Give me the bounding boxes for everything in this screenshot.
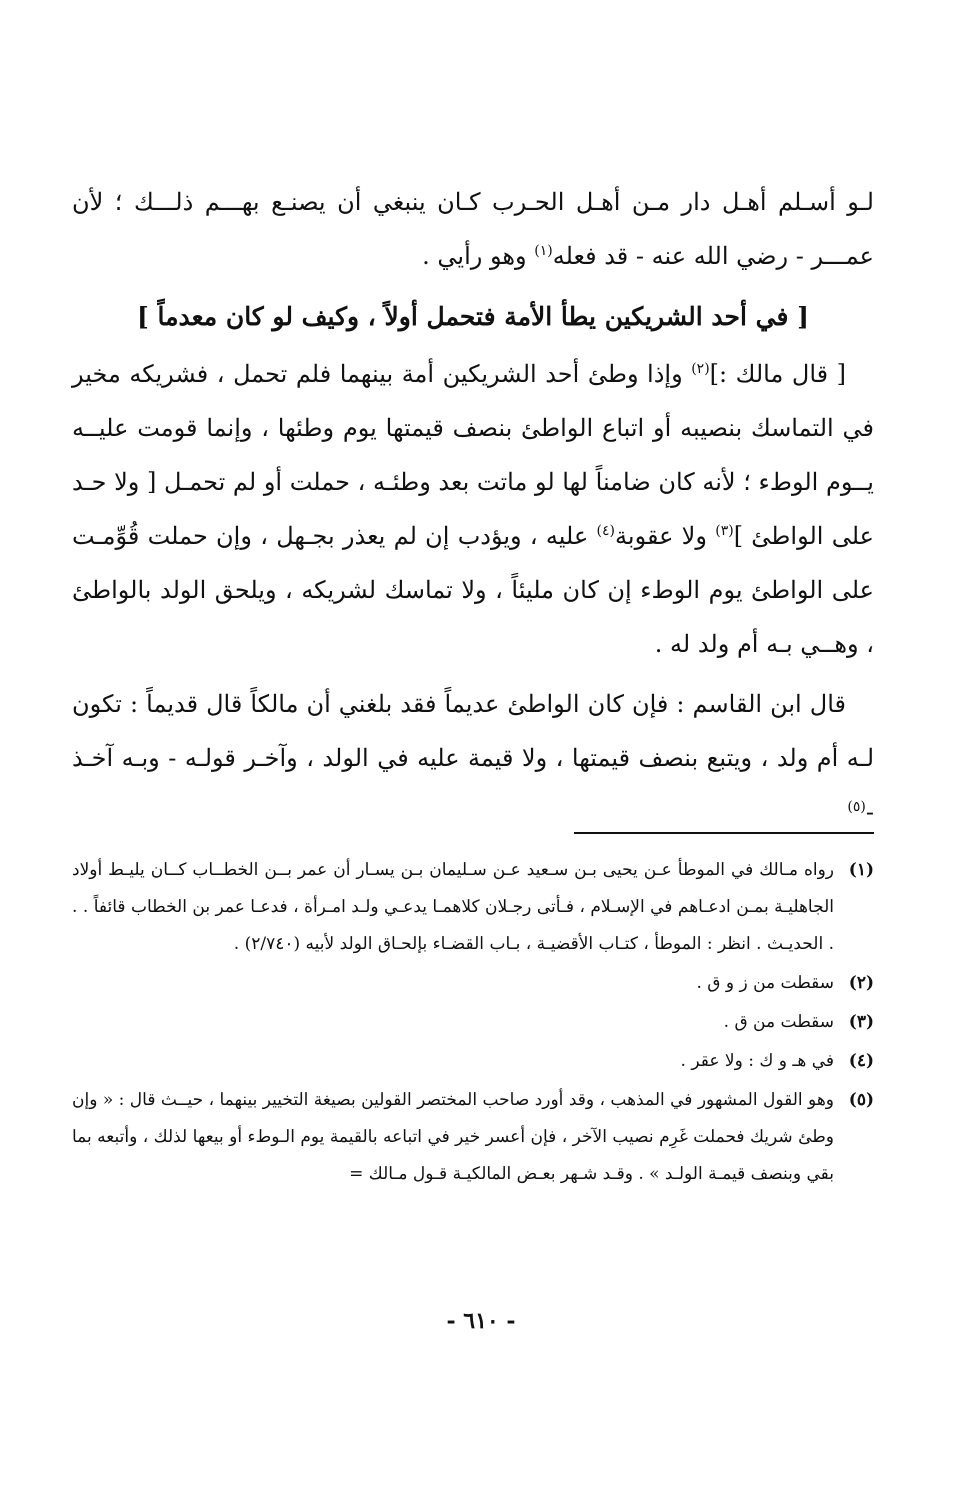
- footnote-4-text: في هـ و ك : ولا عقر .: [680, 1051, 834, 1071]
- page-number: - ٦١٠ -: [446, 1308, 516, 1334]
- footnote-ref-2[interactable]: (٢): [691, 361, 710, 377]
- footnote-3-number: (٣): [848, 1012, 874, 1032]
- footnote-5: [72, 1082, 874, 1193]
- paragraph-1-tail: وهو رأيي .: [422, 242, 535, 270]
- footnote-1: [72, 852, 874, 963]
- footnote-separator: [574, 832, 874, 834]
- footnote-ref-5[interactable]: (٥): [847, 799, 866, 815]
- footnote-4: [72, 1043, 874, 1080]
- footnote-2-number: (٢): [848, 973, 874, 993]
- paragraph-2-mid-1: وإذا وطئ أحد الشريكين أمة بينهما فلم تحمل ، فشريكه مخير في التماسك بنصيبه أو اتباع الواطئ بنصف قيمتها يوم وطئها ، وإنما قومت عليــه يــوم الوطء ؛ لأنه كان ضامناً لها لو ماتت بعد وطئـه ، حملت أو لم تحمـل [ ولا حـد على الواطئ ]: [72, 360, 875, 550]
- footnote-1-text: رواه مـالك في الموطأ عـن يحيى بـن سـعيد عـن سـليمان بـن يسـار أن عمر بــن الخطــاب كــان يليـط أولاد الجاهليـة بمـن ادعـاهم في الإسـلام ، فـأتى رجـلان كلاهمـا يدعـي ولـد امـرأة ، فدعـا عمر بن الخطاب قائفاً . . . الحديـث . انظر : الموطأ ، كتـاب الأقضيـة ، بـاب القضـاء بإلحـاق الولد لأبيه (٢/٧٤٠) .: [72, 860, 834, 954]
- paragraph-2-start: [ قال مالك :]: [709, 360, 846, 388]
- footnote-ref-4[interactable]: (٤): [596, 523, 616, 539]
- paragraph-3: [72, 677, 874, 839]
- section-heading: [ في أحد الشريكين يطأ الأمة فتحمل أولاً ، وكيف لو كان معدماً ]: [137, 302, 809, 331]
- footnote-5-number: (٥): [848, 1090, 874, 1110]
- footnote-3-text: سقطت من ق .: [723, 1012, 834, 1032]
- footnote-ref-1[interactable]: (١): [534, 243, 553, 259]
- paragraph-3-text: قال ابن القاسم : فإن كان الواطئ عديماً فقد بلغني أن مالكاً قال قديماً : تكون لـه أم ولد ، ويتبع بنصف قيمتها ، ولا قيمة عليه في الولد ، وآخـر قولـه - وبـه آخـذ -: [72, 690, 875, 826]
- paragraph-2-mid-2: ولا عقوبة: [615, 522, 716, 550]
- footnote-2-text: سقطت من ز و ق .: [696, 973, 834, 993]
- footnote-1-number: (١): [848, 860, 874, 880]
- footnote-3: [72, 1004, 874, 1041]
- paragraph-2: [72, 347, 874, 671]
- footnotes-section: [72, 852, 874, 1195]
- footnote-2: [72, 965, 874, 1002]
- footnote-5-text: وهو القول المشهور في المذهب ، وقد أورد صاحب المختصر القولين بصيغة التخيير بينهما ، حيــث قال : « وإن وطئ شريك فحملت غَرِم نصيب الآخر ، فإن أعسر خير في اتباعه بالقيمة يوم الـوطء أو بيعها لذلك ، وأتبعه بما بقي وبنصف قيمـة الولـد » . وقـد شـهر بعـض المالكيـة قـول مـالك =: [72, 1090, 834, 1184]
- paragraph-1: [72, 175, 874, 283]
- paragraph-1-text: لـو أسـلم أهـل دار مـن أهـل الحـرب كـان ينبغي أن يصنـع بهـــم ذلـــك ؛ لأن عمـــر - رضي الله عنه - قد فعله: [72, 188, 874, 270]
- footnote-4-number: (٤): [848, 1051, 874, 1071]
- footnote-ref-3[interactable]: (٣): [715, 523, 734, 539]
- main-text: [72, 175, 874, 839]
- paragraph-2-tail: عليه ، ويؤدب إن لم يعذر بجـهل ، وإن حملت قُوِّمـت على الواطئ يوم الوطء إن كان مليئاً ، ولا تماسك لشريكه ، ويلحق الولد بالواطئ ، وهــي بـه أم ولد له .: [72, 522, 874, 658]
